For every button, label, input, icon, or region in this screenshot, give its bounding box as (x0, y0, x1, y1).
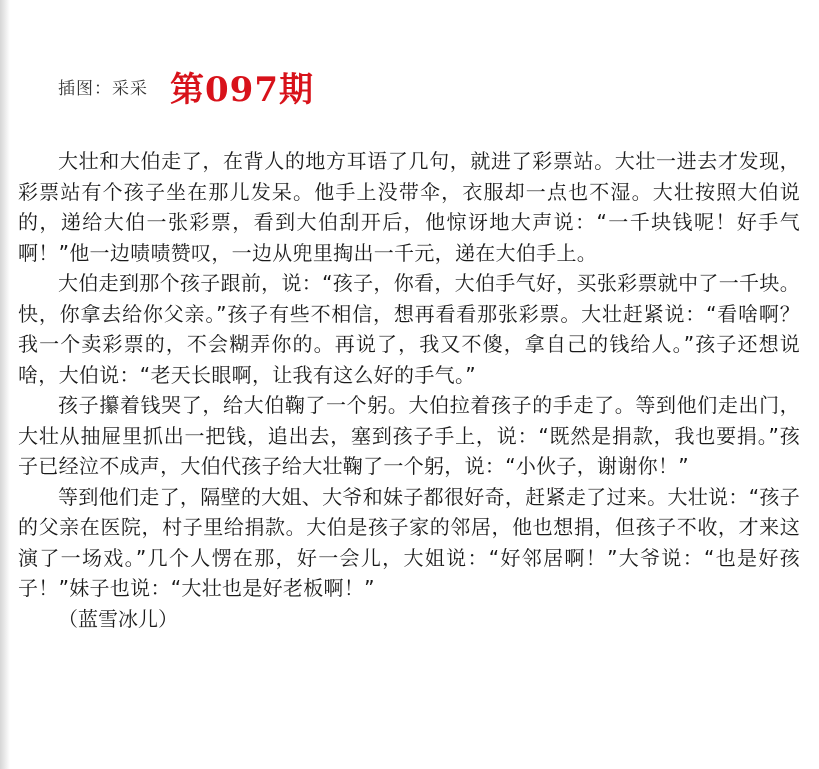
issue-title: 第097期 (170, 69, 314, 110)
paragraph-4: 等到他们走了，隔壁的大姐、大爷和妹子都很好奇，赶紧走了过来。大壮说：“孩子的父亲在医院，村子里给捐款。大伯是孩子家的邻居，他也想捐，但孩子不收，才来这演了一场戏。”几个人愣在那，好一会儿，大姐说：“好邻居啊！”大爷说：“也是好孩子！”妹子也说：“大壮也是好老板啊！” (18, 484, 800, 600)
paragraph-2: 大伯走到那个孩子跟前，说：“孩子，你看，大伯手气好，买张彩票就中了一千块。快，你拿去给你父亲。”孩子有些不相信，想再看看那张彩票。大壮赶紧说：“看啥啊？我一个卖彩票的，不会糊弄你的。再说了，我又不傻，拿自己的钱给人。”孩子还想说啥，大伯说：“老天长眼啊，让我有这么好的手气。” (18, 271, 800, 387)
paragraph-3: 孩子攥着钱哭了，给大伯鞠了一个躬。大伯拉着孩子的手走了。等到他们走出门，大壮从抽屉里抓出一把钱，追出去，塞到孩子手上，说：“既然是捐款，我也要捐。”孩子已经泣不成声，大伯代孩子给大壮鞠了一个躬，说：“小伙子，谢谢你！” (18, 393, 800, 478)
article-body (18, 146, 800, 634)
article-header (58, 64, 314, 108)
author-byline: （蓝雪冰儿） (58, 606, 178, 631)
page-edge-shadow (0, 0, 10, 769)
illustrator-credit: 插图：采采 (58, 78, 148, 99)
paragraph-1: 大壮和大伯走了，在背人的地方耳语了几句，就进了彩票站。大壮一进去才发现，彩票站有个孩子坐在那儿发呆。他手上没带伞，衣服却一点也不湿。大壮按照大伯说的，递给大伯一张彩票，看到大伯刮开后，他惊讶地大声说：“一千块钱呢！好手气啊！”他一边啧啧赞叹，一边从兜里掏出一千元，递在大伯手上。 (18, 149, 800, 265)
